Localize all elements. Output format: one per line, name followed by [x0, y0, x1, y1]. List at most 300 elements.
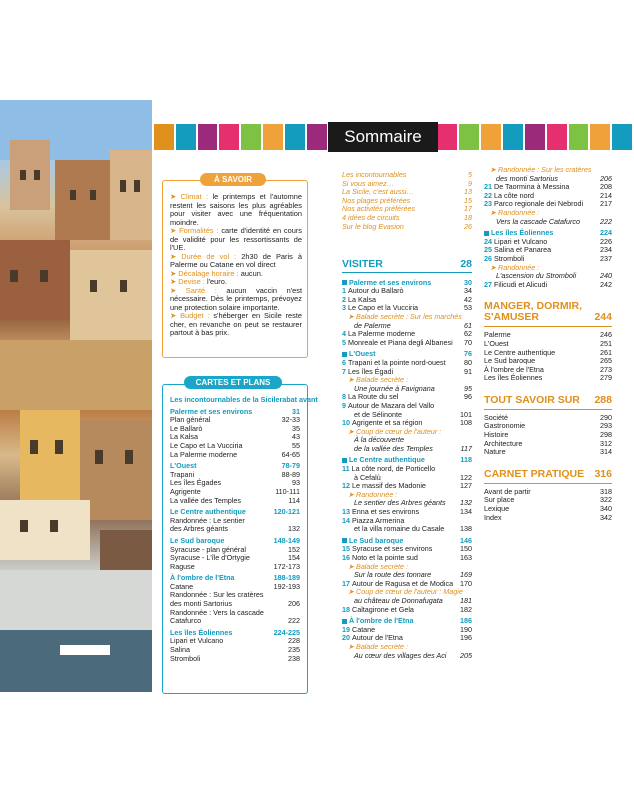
heading-line	[484, 469, 612, 480]
heading-line	[484, 312, 612, 323]
toc-label: Syracuse - L'île d'Ortygie	[170, 553, 250, 563]
toc-page: 206	[288, 599, 300, 609]
color-segment	[176, 124, 196, 150]
toc-number: 1	[342, 286, 348, 296]
toc-label: ➤ Coup de cœur de l'auteur :	[348, 426, 442, 436]
color-segment	[503, 124, 523, 150]
toc-page: 96	[464, 392, 472, 402]
toc-page: 196	[460, 633, 472, 643]
toc-page: 318	[600, 486, 612, 496]
toc-number: 9	[342, 400, 348, 410]
color-segment	[569, 124, 589, 150]
toc-label: de la vallée des Temples	[354, 443, 433, 453]
section-page: 28	[460, 258, 472, 270]
visiter-column	[342, 260, 472, 663]
heading-line	[484, 395, 612, 406]
toc-entry-left	[342, 339, 453, 348]
spacer	[170, 663, 300, 666]
toc-page: 34	[464, 286, 472, 296]
toc-label: Sur le blog Evasion	[342, 221, 404, 231]
toc-label: de Palerme	[354, 320, 391, 330]
toc-page: 13	[464, 187, 472, 197]
toc-label: Le sentier des Arbres géants	[354, 498, 446, 508]
heading-text: TOUT SAVOIR SUR	[484, 393, 580, 406]
toc-label: La côte nord, de Porticello	[351, 464, 436, 474]
heading-text: S'AMUSER	[484, 311, 540, 324]
toc-number: 21	[484, 182, 494, 192]
toc-label: Trapani et la pointe nord-ouest	[348, 357, 446, 367]
savoir-label: Décalage horaire :	[178, 268, 239, 278]
heading-text: CARNET PRATIQUE	[484, 467, 585, 480]
toc-label: Randonnée : Sur les cratères	[170, 590, 264, 600]
toc-page: 314	[600, 447, 612, 457]
toc-page: 114	[288, 495, 300, 505]
toc-page: 43	[292, 432, 300, 442]
toc-page: 53	[464, 303, 472, 313]
toc-label: au château de Donnafugata	[354, 595, 443, 605]
toc-page: 246	[600, 330, 612, 340]
toc-page: 93	[292, 478, 300, 488]
toc-number: 18	[342, 604, 352, 614]
toc-label: Nos plages préférées	[342, 195, 411, 205]
cover-photo	[0, 100, 152, 692]
arrow-icon: ➤	[170, 277, 179, 286]
square-icon	[342, 352, 347, 357]
toc-page: 70	[464, 337, 472, 347]
section-name: Le Sud baroque	[349, 535, 404, 545]
savoir-text: aucun vaccin n'est nécessaire. Dès le printemps, prévoyez une protection solaire importante.	[170, 285, 303, 312]
toc-page: 91	[464, 366, 472, 376]
toc-number: 13	[342, 507, 352, 517]
cartes-row	[170, 451, 300, 460]
toc-label: Catafurco	[170, 616, 202, 626]
toc-number: 4	[342, 329, 348, 339]
heading-text: MANGER, DORMIR,	[484, 300, 582, 313]
color-segment	[219, 124, 239, 150]
toc-page: 88-89	[281, 469, 300, 479]
savoir-heading: À SAVOIR	[200, 173, 266, 186]
toc-number: 7	[342, 366, 348, 376]
toc-page: 127	[460, 481, 472, 491]
toc-page: 150	[460, 544, 472, 554]
toc-label: Noto et la pointe sud	[352, 553, 418, 562]
square-icon	[342, 538, 347, 543]
toc-label: L'Ouest	[170, 461, 197, 471]
toc-page: 95	[464, 383, 472, 393]
color-segment	[525, 124, 545, 150]
toc-page: 120-121	[273, 507, 300, 517]
toc-label: Filicudi et Alicudi	[494, 279, 548, 289]
toc-page: 5	[468, 170, 472, 179]
toc-entry	[342, 606, 472, 615]
toc-label: Stromboli	[494, 253, 525, 263]
toc-label: ➤ Balade secrète :	[348, 561, 408, 571]
arrow-icon: ➤	[170, 192, 181, 201]
toc-label: 4 idées de circuits	[342, 212, 400, 222]
cartes-row	[170, 497, 300, 506]
square-icon	[342, 280, 347, 285]
intro-list	[342, 171, 472, 231]
toc-label: Vers la cascade Catafurco	[496, 216, 581, 226]
toc-page: 208	[600, 182, 612, 192]
toc-label: Nos activités préférées	[342, 204, 416, 214]
cartes-row	[170, 655, 300, 664]
toc-page: 273	[600, 364, 612, 374]
square-icon	[342, 458, 347, 463]
cartes-intro	[170, 395, 318, 405]
toc-label: Architecture	[484, 438, 523, 448]
toc-page: 224-225	[273, 627, 300, 637]
section-name: L'Ouest	[349, 349, 376, 359]
toc-number: 5	[342, 337, 348, 347]
toc-page: 31	[292, 406, 300, 416]
toc-label: et de Sélinonte	[354, 409, 402, 419]
color-segment	[612, 124, 632, 150]
toc-label: Autour de Mazara del Vallo	[348, 400, 435, 410]
toc-label: Plan général	[170, 415, 211, 425]
toc-label: L'ascension du Stromboli	[496, 271, 577, 281]
toc-label: ➤ Balade secrète :	[348, 375, 408, 385]
toc-number: 25	[484, 245, 494, 255]
savoir-label: Formalités :	[179, 226, 219, 235]
toc-number: 12	[342, 481, 352, 491]
color-segment	[438, 124, 458, 150]
savoir-label: Climat :	[180, 192, 209, 201]
toc-page: 110-111	[275, 486, 300, 496]
toc-label: À l'ombre de l'Etna	[170, 573, 235, 583]
toc-page: 152	[288, 544, 300, 554]
toc-label: et la villa romaine du Casale	[354, 524, 445, 534]
toc-label: Catane	[170, 581, 194, 591]
section-name: Les îles Éoliennes	[491, 228, 554, 238]
savoir-item	[170, 253, 302, 270]
savoir-label: Santé :	[185, 285, 217, 295]
toc-entry-left	[342, 606, 414, 615]
savoir-text: le printemps et l'automne restent les saisons les plus agréables pour visiter avec une fréquentation moindre.	[170, 192, 302, 227]
spacer	[342, 660, 472, 663]
toc-page: 261	[600, 347, 612, 357]
toc-label: Raguse	[170, 561, 195, 571]
toc-label: Les îles Égades	[170, 478, 222, 488]
intro-row	[342, 223, 472, 232]
savoir-text: 2h30 de Paris à Palerme ou Catane en vol direct	[170, 251, 302, 269]
toc-page: 298	[600, 430, 612, 440]
toc-page: 62	[464, 329, 472, 339]
toc-page: 235	[288, 645, 300, 655]
toc-page: 78-79	[281, 461, 300, 471]
toc-page: 117	[460, 443, 472, 453]
toc-number: 17	[342, 578, 352, 588]
toc-page: 205	[460, 650, 472, 660]
toc-page: 251	[600, 338, 612, 348]
toc-label: Salina et Panarea	[494, 245, 552, 255]
toc-page: 64-65	[281, 449, 300, 459]
toc-page: 134	[460, 507, 472, 517]
toc-label: Le Capo et la Vucciria	[348, 303, 419, 313]
toc-page: 169	[460, 570, 472, 580]
toc-page: 192-193	[273, 581, 300, 591]
toc-page: 26	[464, 221, 472, 231]
section-name: Palerme et ses environs	[349, 277, 432, 287]
toc-label: À l'ombre de l'Etna	[484, 364, 544, 374]
toc-label: Les îles Éoliennes	[484, 373, 543, 383]
toc-label: La côte nord	[494, 190, 534, 200]
manger-section-heading	[484, 301, 612, 327]
section-page: 186	[460, 616, 472, 626]
toc-number: 15	[342, 544, 352, 554]
toc-page: 214	[600, 190, 612, 200]
toc-label: Agrigente	[170, 486, 201, 496]
toc-number: 11	[342, 464, 352, 474]
toc-label: Sur place	[484, 495, 515, 505]
color-segment	[285, 124, 305, 150]
section-page: 30	[464, 277, 472, 287]
toc-label: Agrigente et sa région	[352, 418, 423, 428]
toc-label: Stromboli	[170, 653, 201, 663]
toc-page: 172-173	[273, 561, 300, 571]
toc-label: Les incontournables de la Sicile	[170, 395, 280, 404]
toc-label: La Palerme moderne	[348, 329, 416, 339]
color-segment	[547, 124, 567, 150]
toc-page: 138	[460, 524, 472, 534]
toc-label: ➤ Randonnée :	[490, 207, 540, 217]
toc-entry	[484, 281, 612, 290]
toc-row	[484, 505, 612, 514]
toc-page: 222	[288, 616, 300, 626]
toc-label: Le Centre authentique	[170, 507, 246, 517]
toc-label: La Sicile, c'est aussi…	[342, 187, 414, 197]
toc-row	[484, 448, 612, 457]
savoir-text: s'héberger en Sicile reste cher, en revanche on peut se restaurer partout à bas prix.	[170, 311, 303, 337]
visiter-heading	[342, 260, 472, 273]
toc-page: 55	[292, 440, 300, 450]
toc-number: 8	[342, 392, 348, 402]
square-icon	[342, 619, 347, 624]
toc-page: 42	[464, 294, 472, 304]
toc-label: Syracuse et ses environs	[352, 544, 433, 554]
manger-section	[484, 301, 612, 383]
toc-label: ➤ Randonnée :	[348, 489, 398, 499]
toc-label: Au cœur des villages des Aci	[354, 650, 447, 660]
color-segment	[198, 124, 218, 150]
savoir-label: Devise :	[178, 277, 205, 286]
cartes-list	[170, 395, 318, 666]
toc-label: Le Capo et La Vucciria	[170, 440, 243, 450]
toc-label: De Taormina à Messina	[494, 182, 570, 192]
color-segment	[263, 124, 283, 150]
heading-page: 244	[594, 311, 612, 324]
toc-label: Trapani	[170, 469, 195, 479]
section-page: 146	[460, 535, 472, 545]
toc-special-cont	[342, 652, 472, 661]
toc-page: 132	[288, 524, 300, 534]
savoir-text: carte d'identité en cours de validité pour les ressortissants de l'UE.	[170, 226, 303, 252]
savoir-label: Budget :	[180, 311, 210, 320]
toc-number: 26	[484, 253, 494, 263]
toc-page: 190	[460, 624, 472, 634]
toc-entry-left	[484, 281, 547, 290]
toc-label: des monti Sartorius	[170, 599, 232, 609]
toc-page: 163	[460, 553, 472, 562]
toc-label: Histoire	[484, 430, 509, 440]
heading-page: 316	[594, 467, 612, 480]
toc-label: Lipari et Vulcano	[170, 636, 224, 646]
toc-label: Autour de Ragusa et de Modica	[352, 578, 454, 588]
page-title: Sommaire	[328, 122, 438, 152]
toc-page: 101	[460, 409, 472, 419]
toc-label: Caltagirone et Gela	[352, 604, 414, 614]
toc-page: 217	[600, 199, 612, 209]
toc-cont	[342, 525, 472, 534]
toc-label: La vallée des Temples	[170, 495, 241, 505]
toc-label: Les îles Égadi	[348, 366, 394, 376]
savoir-item	[170, 193, 302, 227]
toc-row	[484, 514, 612, 523]
toc-page: 322	[600, 495, 612, 505]
arrow-icon: ➤	[170, 251, 182, 261]
toc-page: 181	[460, 595, 472, 605]
toc-label: ➤ Balade secrète : Sur les marchés	[348, 311, 462, 321]
cartes-row	[170, 563, 300, 572]
toc-page: 238	[288, 653, 300, 663]
savoir-text: l'euro.	[204, 277, 227, 286]
toc-label: Le Sud baroque	[484, 356, 536, 366]
toc-page: 188-189	[273, 573, 300, 583]
toc-label: L'Ouest	[484, 338, 509, 348]
toc-label: Avant de partir	[484, 486, 531, 496]
toc-number: 19	[342, 624, 352, 634]
savoir-text: aucun.	[238, 268, 263, 278]
toc-special-cont	[484, 218, 612, 227]
heading-page: 288	[594, 393, 612, 406]
toc-label: Gastronomie	[484, 421, 526, 431]
toc-label: Le Ballarò	[170, 423, 203, 433]
toc-page: 293	[600, 421, 612, 431]
toc-number: 22	[484, 190, 494, 200]
toc-page: 228	[288, 636, 300, 646]
toc-page: 108	[460, 418, 472, 428]
color-segment	[307, 124, 327, 150]
toc-page: 80	[464, 357, 472, 367]
savoir-sur-section	[484, 395, 612, 457]
color-segment	[241, 124, 261, 150]
toc-label: des monti Sartorius	[496, 173, 558, 183]
toc-label: Piazza Armerina	[352, 515, 405, 525]
toc-label: Autour du Ballarò	[348, 286, 404, 296]
toc-label: Lipari et Vulcano	[494, 236, 548, 246]
toc-page: 182	[460, 604, 472, 614]
toc-page: 154	[288, 553, 300, 563]
savoir-sur-section-heading	[484, 395, 612, 410]
toc-label: Les incontournables	[342, 170, 407, 179]
toc-label: Le Centre authentique	[484, 347, 556, 357]
toc-label: ➤ Randonnée :	[490, 262, 540, 272]
toc-page: 222	[600, 216, 612, 226]
toc-label: Lexique	[484, 504, 510, 514]
toc-label: Sur la route des tonnare	[354, 570, 432, 580]
toc-page: 237	[600, 253, 612, 263]
toc-page: 226	[600, 236, 612, 246]
toc-page: 240	[600, 271, 612, 281]
cartes-heading: CARTES ET PLANS	[184, 376, 282, 389]
toc-page: 18	[464, 212, 472, 222]
toc-label: Enna et ses environs	[352, 507, 420, 517]
toc-page: 132	[460, 498, 472, 508]
toc-page: 35	[292, 423, 300, 433]
toc-label: Autour de l'Etna	[352, 633, 403, 643]
toc-number: 6	[342, 357, 348, 367]
arrow-icon: ➤	[170, 311, 181, 320]
section-page: 118	[460, 455, 472, 465]
toc-label: Index	[484, 512, 502, 522]
section-name: À l'ombre de l'Etna	[349, 616, 414, 626]
toc-number: 14	[342, 515, 352, 525]
savoir-item	[170, 227, 302, 253]
toc-label: Monreale et Piana degli Albanesi	[348, 337, 453, 347]
savoir-list	[170, 193, 302, 338]
toc-page: 9	[468, 178, 472, 188]
toc-page: 15	[464, 195, 472, 205]
section-page: 76	[464, 349, 472, 359]
arrow-icon: ➤	[170, 226, 180, 235]
toc-page: 242	[600, 279, 612, 289]
arrow-icon: ➤	[170, 268, 179, 278]
savoir-item	[170, 312, 302, 338]
color-segment	[154, 124, 174, 150]
toc-page: 265	[600, 356, 612, 366]
toc-label: ➤ Randonnée : Sur les cratères	[490, 165, 592, 174]
toc-label: Le massif des Madonie	[352, 481, 426, 491]
section-title: VISITER	[342, 258, 383, 270]
toc-page: 206	[600, 173, 612, 183]
savoir-label: Durée de vol :	[181, 251, 237, 261]
right-column	[484, 166, 612, 522]
toc-label: Les îles Éoliennes	[170, 627, 233, 637]
toc-label: La Kalsa	[170, 432, 198, 442]
toc-number: 3	[342, 303, 348, 313]
toc-label: Palerme et ses environs	[170, 406, 253, 416]
toc-label: À la découverte	[354, 435, 404, 445]
color-segment	[590, 124, 610, 150]
carnet-section-heading	[484, 469, 612, 484]
square-icon	[484, 231, 489, 236]
section-name: Le Centre authentique	[349, 455, 425, 465]
color-segment	[459, 124, 479, 150]
toc-page: 170	[460, 578, 472, 588]
toc-label: des Arbres géants	[170, 524, 228, 534]
toc-label: Si vous aimez…	[342, 178, 394, 188]
toc-number: 2	[342, 294, 348, 304]
toc-page: 312	[600, 438, 612, 448]
toc-label: ➤ Coup de cœur de l'auteur : Magie	[348, 587, 463, 597]
toc-page: 234	[600, 245, 612, 255]
toc-label: Le Sud baroque	[170, 535, 225, 545]
toc-page: 342	[600, 512, 612, 522]
toc-label: Une journée à Favignana	[354, 383, 435, 393]
toc-number: 27	[484, 279, 494, 289]
toc-row	[484, 374, 612, 383]
toc-label: Palerme	[484, 330, 511, 340]
toc-page: 17	[464, 204, 472, 214]
toc-label: Syracuse - plan général	[170, 544, 246, 554]
toc-page: 340	[600, 504, 612, 514]
toc-page: 122	[460, 472, 472, 482]
toc-label: à Cefalù	[354, 472, 381, 482]
toc-label: Société	[484, 412, 508, 422]
toc-number: 23	[484, 199, 494, 209]
arrow-icon: ➤	[170, 285, 186, 295]
toc-page: 290	[600, 412, 612, 422]
